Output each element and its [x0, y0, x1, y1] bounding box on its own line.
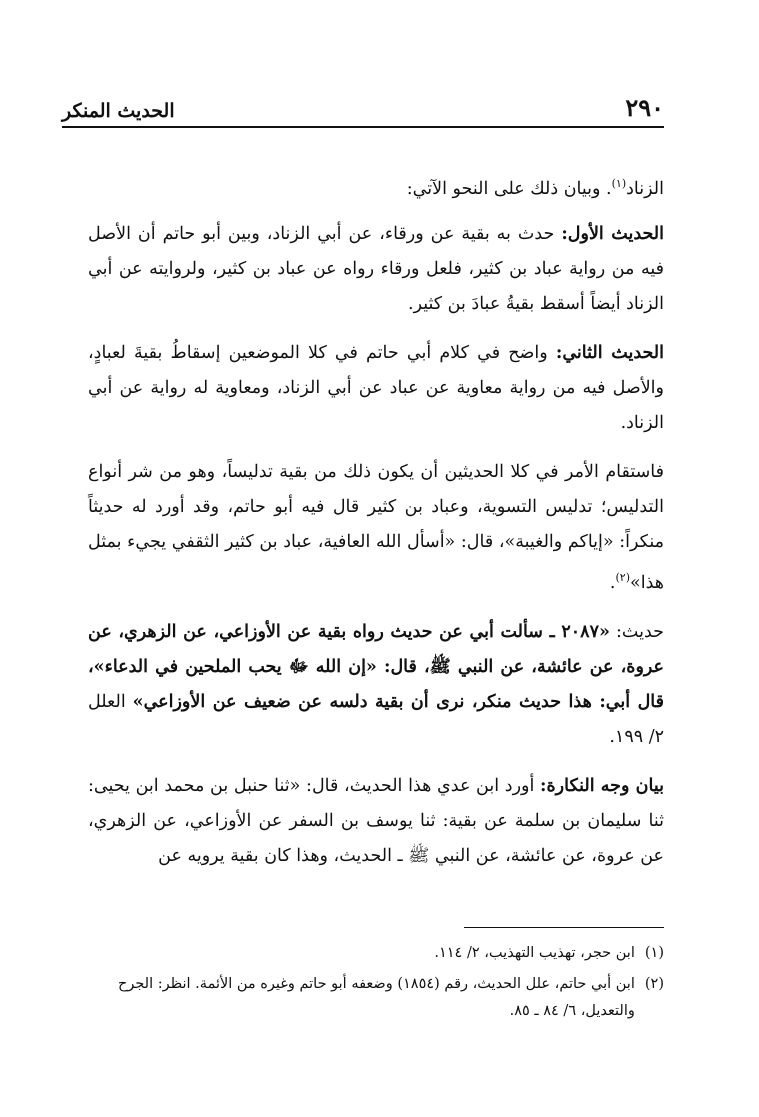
footnote-number: (١): [644, 945, 664, 961]
second-hadith-text: واضح في كلام أبي حاتم في كلا الموضعين إسقاطُ بقيةَ لعبادٍ، والأصل فيه من رواية معاوية عن عباد عن أبي الزناد، ومعاوية له رواية عن أبي الزناد.: [88, 342, 664, 433]
hadith-quote: «٢٠٨٧ ـ سألت أبي عن حديث رواه بقية عن الأوزاعي، عن الزهري، عن عروة، عن عائشة، عن النبي ﷺ، قال: «إن الله ﷻ يحب الملحين في الدعاء»، قال أبي: هذا حديث منكر، نرى أن بقية دلسه عن ضعيف عن الأوزاعي»: [88, 621, 665, 712]
paragraph-explanation: [88, 769, 664, 874]
explanation-term: بيان وجه النكارة:: [540, 775, 664, 796]
paragraph-first-hadith: [88, 217, 664, 322]
hadith-source: العلل ٢/ ١٩٩.: [88, 691, 664, 747]
footnote-item: [88, 971, 664, 1025]
footnote-text: ابن حجر، تهذيب التهذيب، ٢/ ١١٤.: [434, 945, 635, 961]
footnotes: [88, 940, 664, 1029]
page-number: ٢٩٠: [625, 93, 664, 122]
page-header: [62, 84, 664, 128]
conclusion-text: فاستقام الأمر في كلا الحديثين أن يكون ذلك من بقية تدليساً، وهو من شر أنواع التدليس؛ تدليس التسوية، وعباد بن كثير قال فيه أبو حاتم، وقد أورد له حديثاً منكراً: «إياكم والغيبة»، قال: «أسأل الله العافية، عباد بن كثير الثقفي يجيء بمثل هذا»: [88, 461, 664, 593]
footnote-item: [88, 940, 664, 967]
intro-text: الزناد: [626, 178, 664, 199]
conclusion-end: .: [609, 572, 616, 593]
paragraph-hadith-quote: [88, 615, 664, 755]
first-hadith-term: الحديث الأول:: [561, 223, 664, 244]
paragraph-conclusion: [88, 455, 664, 601]
hadith-lead: حديث:: [609, 621, 664, 642]
paragraph-intro: [88, 166, 664, 207]
explanation-text: أورد ابن عدي هذا الحديث، قال: «ثنا حنبل بن محمد ابن يحيى: ثنا سليمان بن سلمة عن بقية: ثنا يوسف بن السفر عن الأوزاعي، عن الزهري، عن عروة، عن عائشة، عن النبي ﷺ ـ الحديث، وهذا كان بقية يرويه عن: [88, 775, 664, 866]
paragraph-second-hadith: [88, 336, 664, 441]
first-hadith-text: حدث به بقية عن ورقاء، عن أبي الزناد، وبين أبو حاتم أن الأصل فيه من رواية عباد بن كثير، فلعل ورقاء رواه عن عباد بن كثير، ولروايته عن أبي الزناد أيضاً أسقط بقيةُ عبادَ بن كثير.: [88, 223, 664, 314]
footnote-divider: [464, 927, 664, 928]
footnote-ref-2: (٢): [615, 570, 631, 584]
running-title: الحديث المنكر: [62, 100, 175, 122]
body-text: [88, 166, 664, 888]
footnote-ref-1: (١): [611, 177, 627, 190]
intro-rest: . وبيان ذلك على النحو الآتي:: [406, 178, 612, 199]
second-hadith-term: الحديث الثاني:: [555, 342, 665, 363]
footnote-text: ابن أبي حاتم، علل الحديث، رقم (١٨٥٤) وضعفه أبو حاتم وغيره من الأئمة. انظر: الجرح والتعديل، ٦/ ٨٤ ـ ٨٥.: [117, 976, 635, 1019]
footnote-number: (٢): [644, 976, 664, 992]
